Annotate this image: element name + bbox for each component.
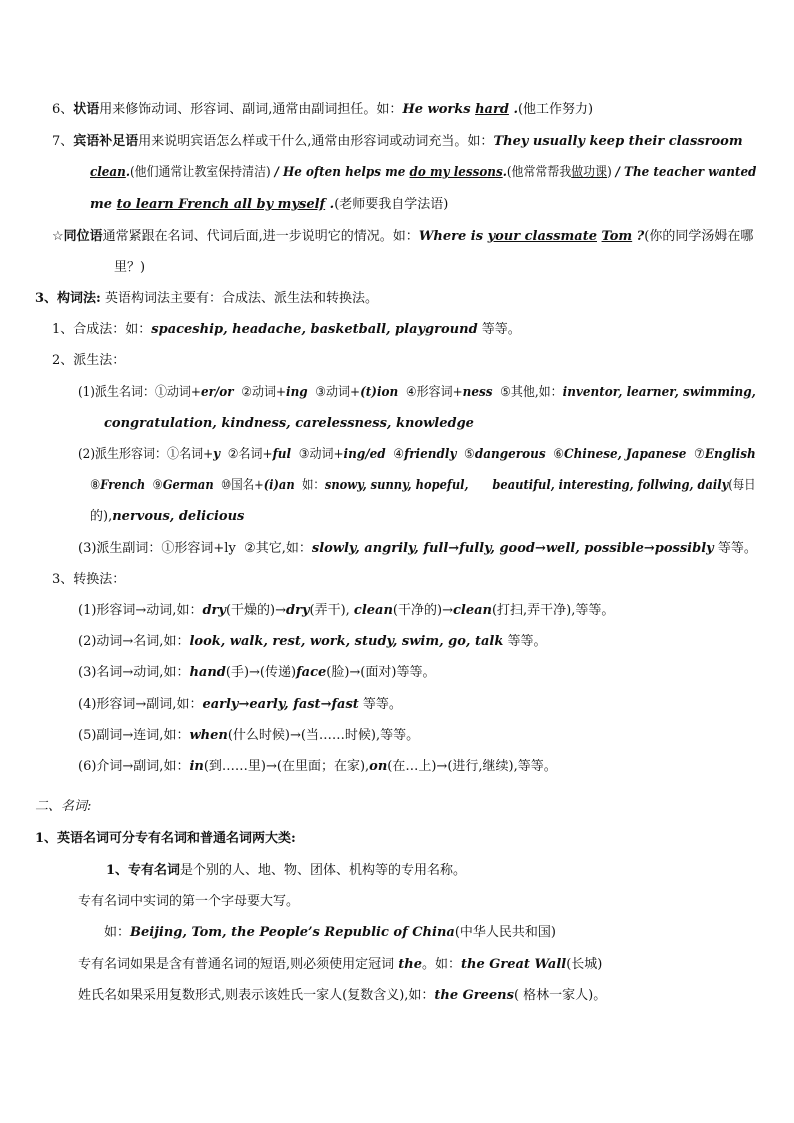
text-run: 6、 <box>52 102 74 117</box>
text-run: . <box>125 165 130 180</box>
text-run: early→early, fast→fast <box>202 697 359 712</box>
text-run: 是个别的人、地、物、团体、机构等的专用名称。 <box>180 863 467 878</box>
text-run: congratulation, kindness, carelessness, knowledge <box>104 416 474 431</box>
text-run: . <box>502 165 507 180</box>
text-run: (2)派生形容词：①名词+ <box>78 447 214 462</box>
text-run: . <box>508 102 518 117</box>
text-line <box>78 727 419 745</box>
text-run: . <box>325 197 335 212</box>
text-run: do my lessons <box>409 165 503 180</box>
text-line <box>78 540 757 558</box>
text-run: 的), <box>90 509 113 524</box>
text-run: (i)an <box>263 478 295 493</box>
text-run: inventor, learner, swimming, <box>562 385 756 400</box>
text-run: (脸)→(面对)等等。 <box>326 665 436 680</box>
text-run: (3)派生副词：①形容词+ly ②其它,如： <box>78 541 312 556</box>
text-line <box>90 508 244 526</box>
text-run: y <box>213 447 221 462</box>
text-run: 7、 <box>52 134 74 149</box>
text-run: hard <box>475 102 509 117</box>
text-line <box>35 290 378 308</box>
text-run: Beijing, Tom, the People’s Republic of China <box>130 925 455 940</box>
text-line <box>52 228 753 246</box>
text-line <box>90 164 756 182</box>
text-run: 专有名词如果是含有普通名词的短语,则必须使用定冠词 <box>78 957 399 972</box>
text-run: clean <box>90 165 126 180</box>
text-run: clean <box>353 603 393 618</box>
text-run: Tom <box>601 229 633 244</box>
text-run: 等等。 <box>713 541 757 556</box>
text-run: 状语 <box>73 102 100 117</box>
text-run: dry <box>202 603 226 618</box>
text-run: the <box>398 957 422 972</box>
text-line <box>52 133 743 151</box>
text-run: 里？) <box>114 260 146 275</box>
text-run: (1)派生名词：①动词+ <box>78 385 201 400</box>
text-run: 二、名词: <box>35 799 92 814</box>
text-line <box>90 477 756 495</box>
text-run: 姓氏名如果采用复数形式,则表示该姓氏一家人(复数含义),如： <box>78 988 435 1003</box>
text-run: (长城) <box>566 957 603 972</box>
text-run: ⑨ <box>145 478 163 493</box>
text-line <box>52 101 593 119</box>
text-run: 用来修饰动词、形容词、副词,通常由副词担任。如： <box>99 102 403 117</box>
text-run: friendly <box>404 447 457 462</box>
text-line <box>78 384 756 402</box>
text-run: look, walk, rest, work, study, swim, go, talk <box>189 634 504 649</box>
text-line <box>104 924 556 942</box>
text-run: (你的同学汤姆在哪 <box>644 229 754 244</box>
text-line <box>78 956 602 974</box>
text-run: 等等。 <box>477 322 521 337</box>
text-run: 3、转换法： <box>52 572 126 587</box>
text-run: 宾语补足语 <box>73 134 139 149</box>
text-run: 等等。 <box>503 634 547 649</box>
text-run: ( 格林一家人)。 <box>513 988 607 1003</box>
text-line <box>106 862 466 880</box>
text-run: ④ <box>385 447 405 462</box>
text-run: slowly, angrily, full→fully, good→well, possible→possibly <box>311 541 714 556</box>
text-run: (什么时候)→(当……时候),等等。 <box>227 728 420 743</box>
text-run: 。如： <box>422 957 462 972</box>
text-run: 1、合成法：如： <box>52 322 152 337</box>
text-run: er/or <box>200 385 234 400</box>
text-run: ⑧ <box>90 478 101 493</box>
text-run: (干燥的)→ <box>225 603 286 618</box>
text-run: snowy, sunny, hopeful, beautiful, interesting, follwing, daily <box>324 478 729 493</box>
text-run: in <box>189 759 204 774</box>
text-run: (4)形容词→副词,如： <box>78 697 203 712</box>
text-run: (到……里)→(在里面；在家), <box>203 759 370 774</box>
text-run: ④形容词+ <box>398 385 463 400</box>
text-run: French <box>100 478 146 493</box>
text-run: ②动词+ <box>233 385 287 400</box>
text-run: on <box>369 759 388 774</box>
text-run: (他们通常让教室保持清洁) <box>129 165 275 180</box>
text-run: the Greens <box>434 988 514 1003</box>
text-run: 通常紧跟在名词、代词后面,进一步说明它的情况。如： <box>102 229 419 244</box>
text-run: / He often helps me <box>274 165 410 180</box>
text-run: ⑥ <box>545 447 565 462</box>
text-run: spaceship, headache, basketball, playground <box>151 322 478 337</box>
text-run: 同位语 <box>63 229 103 244</box>
text-run: Chinese, Japanese <box>564 447 687 462</box>
text-run: (6)介词→副词,如： <box>78 759 190 774</box>
text-run: (在…上)→(进行,继续),等等。 <box>387 759 557 774</box>
text-run: ☆ <box>52 229 64 244</box>
text-run: clean <box>452 603 492 618</box>
text-run: your classmate <box>487 229 597 244</box>
text-run: ⑤其他,如： <box>492 385 563 400</box>
text-run: ⑤ <box>456 447 475 462</box>
text-run: ing/ed <box>343 447 386 462</box>
text-run: (他工作努力) <box>517 102 594 117</box>
text-line <box>35 798 91 816</box>
text-run: 1、英语名词可分专有名词和普通名词两大类: <box>35 831 296 846</box>
text-run: Where is <box>418 229 488 244</box>
text-run: (老师要我自学法语) <box>334 197 449 212</box>
text-run: ⑦ <box>686 447 705 462</box>
text-run: nervous, delicious <box>112 509 245 524</box>
text-run: 如： <box>294 478 325 493</box>
text-run: 如： <box>104 925 131 940</box>
text-run: ③动词+ <box>291 447 344 462</box>
text-run: when <box>189 728 228 743</box>
text-run: (5)副词→连词,如： <box>78 728 190 743</box>
text-line <box>78 893 299 911</box>
text-run: face <box>296 665 327 680</box>
text-run: 英语构词法主要有：合成法、派生法和转换法。 <box>100 291 378 306</box>
text-run: dangerous <box>474 447 546 462</box>
text-line <box>78 633 546 651</box>
text-run: (3)名词→动词,如： <box>78 665 190 680</box>
text-run: 专有名词中实词的第一个字母要大写。 <box>78 894 300 909</box>
text-run: ②名词+ <box>220 447 273 462</box>
text-run: (手)→(传递) <box>225 665 297 680</box>
text-run: (每日 <box>728 478 756 493</box>
text-line <box>78 987 606 1005</box>
text-run: ful <box>272 447 292 462</box>
text-line <box>78 664 435 682</box>
text-line <box>78 602 614 620</box>
text-run: ? <box>632 229 645 244</box>
text-line <box>52 321 521 339</box>
text-run: 1、专有名词 <box>106 863 181 878</box>
text-line <box>104 415 474 433</box>
text-run: (弄干), <box>309 603 354 618</box>
text-run: me <box>90 197 117 212</box>
text-run: They usually keep their classroom <box>493 134 743 149</box>
text-run: English <box>704 447 756 462</box>
text-run: / The teacher wanted <box>615 165 757 180</box>
text-run: 等等。 <box>358 697 402 712</box>
text-run: the Great Wall <box>461 957 567 972</box>
text-line <box>35 830 296 848</box>
text-run: 3、构词法: <box>35 291 101 306</box>
text-line <box>78 696 402 714</box>
text-run: ness <box>462 385 493 400</box>
text-run: ⑩国名+ <box>213 478 264 493</box>
text-run: 用来说明宾语怎么样或干什么,通常由形容词或动词充当。如： <box>138 134 494 149</box>
text-run: (1)形容词→动词,如： <box>78 603 203 618</box>
text-line <box>52 571 125 589</box>
text-line <box>114 259 145 277</box>
text-run: 做功课 <box>571 165 608 180</box>
text-line <box>78 758 557 776</box>
text-run: to learn French all by myself <box>116 197 326 212</box>
text-run: (打扫,弄干净),等等。 <box>491 603 615 618</box>
text-run: ③动词+ <box>307 385 361 400</box>
text-run: ing <box>286 385 308 400</box>
text-run: (干净的)→ <box>392 603 453 618</box>
text-run: ) <box>607 165 616 180</box>
text-line <box>78 446 756 464</box>
text-run: (他常常帮我 <box>506 165 572 180</box>
text-line <box>52 352 125 370</box>
text-run: (t)ion <box>360 385 399 400</box>
text-run: (中华人民共和国) <box>454 925 556 940</box>
text-run: dry <box>286 603 310 618</box>
text-run: hand <box>189 665 226 680</box>
text-run: German <box>162 478 214 493</box>
text-run: 2、派生法： <box>52 353 126 368</box>
text-line <box>90 196 448 214</box>
text-run: He works <box>402 102 476 117</box>
text-run: (2)动词→名词,如： <box>78 634 190 649</box>
